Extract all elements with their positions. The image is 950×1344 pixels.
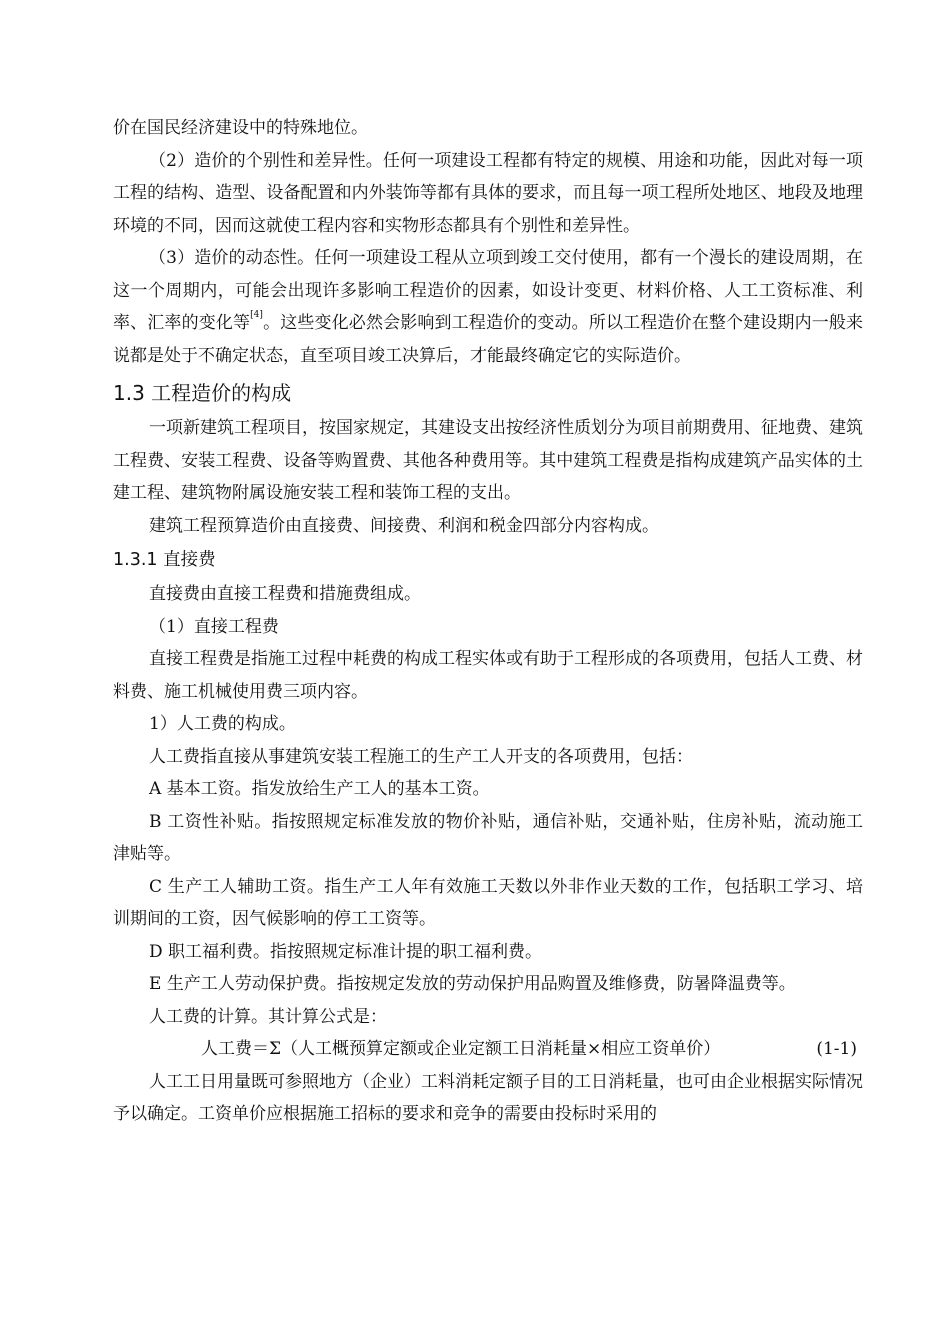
paragraph-text: （3）造价的动态性。任何一项建设工程从立项到竣工交付使用，都有一个漫长的建设周期，在这一个周期内，可能会出现许多影响工程造价的因素，如设计变更、材料价格、人工工资标准、利率、汇率的变化等 — [113, 248, 863, 333]
paragraph: 人工费指直接从事建筑安装工程施工的生产工人开支的各项费用，包括： — [149, 746, 693, 767]
formula-line — [113, 1033, 863, 1066]
paragraph: 直接费由直接工程费和措施费组成。 — [149, 584, 421, 604]
paragraph: 人工费的计算。其计算公式是： — [149, 1006, 387, 1027]
paragraph: 价在国民经济建设中的特殊地位。 — [113, 118, 368, 138]
paragraph: D 职工福利费。指按照规定标准计提的职工福利费。 — [149, 941, 543, 962]
formula-number: (1-1) — [816, 1039, 857, 1059]
paragraph: 人工工日用量既可参照地方（企业）工料消耗定额子目的工日消耗量，也可由企业根据实际情况予以确定。工资单价应根据施工招标的要求和竞争的需要由投标时采用的 — [113, 1071, 863, 1124]
section-heading: 1.3 工程造价的构成 — [113, 381, 292, 405]
paragraph — [113, 242, 863, 372]
paragraph: A 基本工资。指发放给生产工人的基本工资。 — [149, 779, 490, 799]
paragraph: C 生产工人辅助工资。指生产工人年有效施工天数以外非作业天数的工作，包括职工学习、培训期间的工资，因气候影响的停工工资等。 — [113, 876, 863, 929]
subsection-heading: 1.3.1 直接费 — [113, 550, 216, 570]
page-content — [113, 112, 863, 1131]
paragraph: （2）造价的个别性和差异性。任何一项建设工程都有特定的规模、用途和功能，因此对每一项工程的结构、造型、设备配置和内外装饰等都有具体的要求，而且每一项工程所处地区、地段及地理环境的不同，因而这就使工程内容和实物形态都具有个别性和差异性。 — [113, 150, 863, 236]
citation-reference: [4] — [250, 310, 263, 320]
paragraph: 一项新建筑工程项目，按国家规定，其建设支出按经济性质划分为项目前期费用、征地费、建筑工程费、安装工程费、设备等购置费、其他各种费用等。其中建筑工程费是指构成建筑产品实体的土建工程、建筑物附属设施安装工程和装饰工程的支出。 — [113, 418, 863, 503]
paragraph: 直接工程费是指施工过程中耗费的构成工程实体或有助于工程形成的各项费用，包括人工费、材料费、施工机械使用费三项内容。 — [113, 649, 863, 702]
paragraph: B 工资性补贴。指按照规定标准发放的物价补贴，通信补贴，交通补贴，住房补贴，流动施工津贴等。 — [113, 811, 863, 864]
formula: 人工费＝Σ（人工概预算定额或企业定额工日消耗量×相应工资单价） — [201, 1039, 721, 1059]
paragraph: E 生产工人劳动保护费。指按规定发放的劳动保护用品购置及维修费，防暑降温费等。 — [149, 974, 796, 994]
paragraph: 1）人工费的构成。 — [149, 714, 296, 734]
paragraph: 建筑工程预算造价由直接费、间接费、利润和税金四部分内容构成。 — [149, 515, 659, 536]
paragraph: （1）直接工程费 — [149, 616, 279, 637]
paragraph-text: 。这些变化必然会影响到工程造价的变动。所以工程造价在整个建设期内一般来说都是处于不确定状态，直至项目竣工决算后，才能最终确定它的实际造价。 — [113, 313, 864, 366]
